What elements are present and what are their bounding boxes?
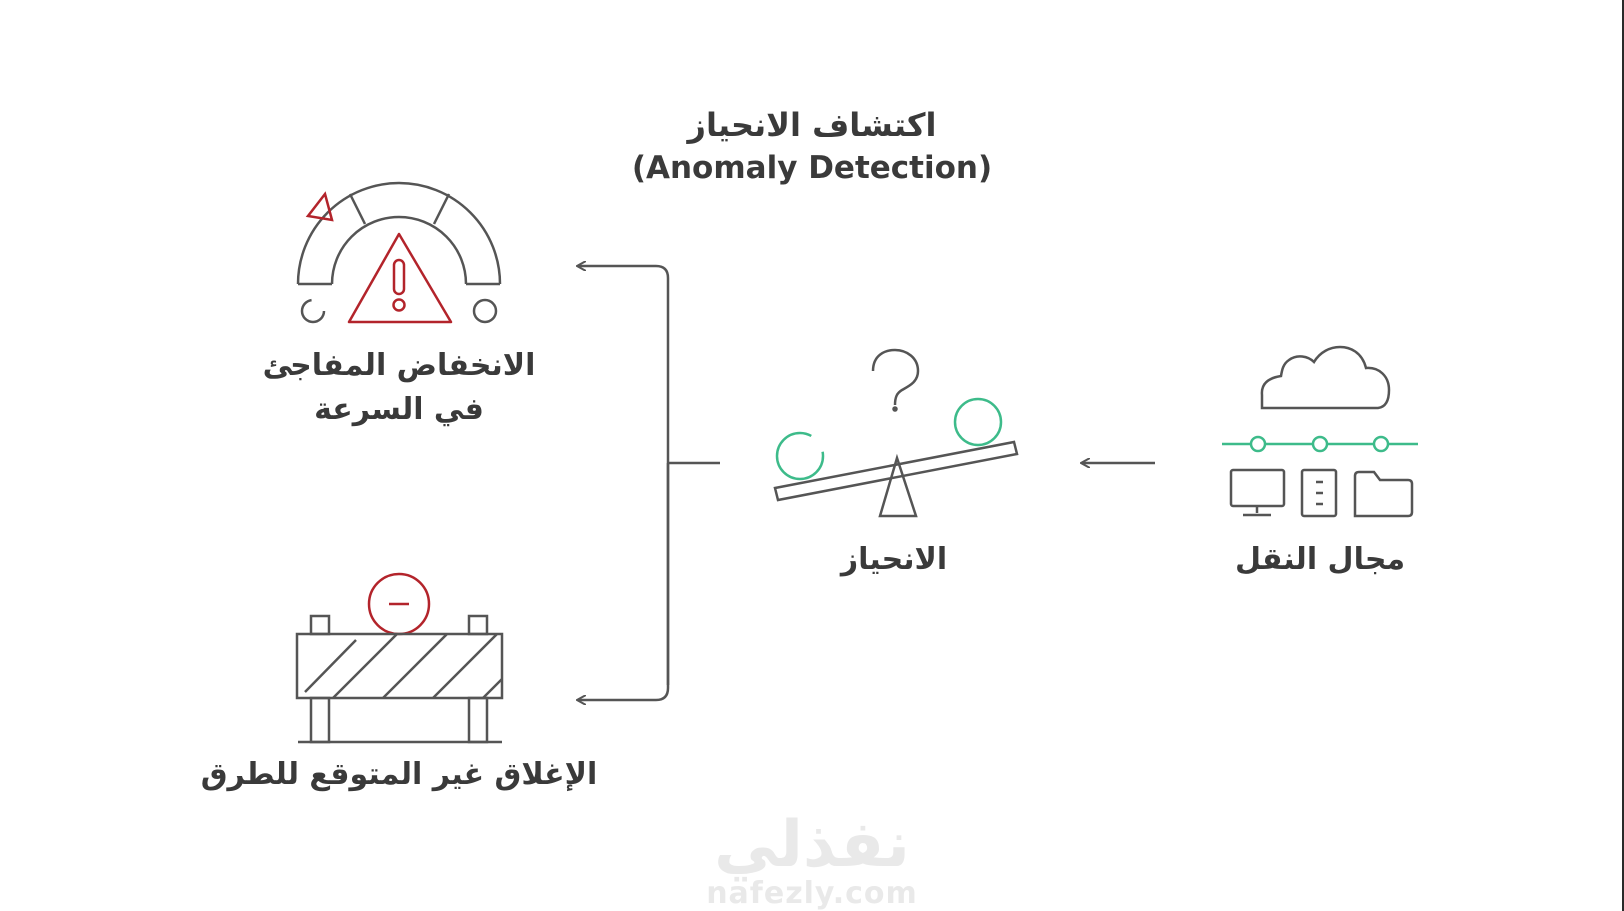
- document-icon: [1302, 470, 1336, 516]
- gauge-inner-arc: [332, 217, 466, 284]
- warning-exclamation: [394, 260, 404, 294]
- speed-drop-label-line1: الانخفاض المفاجئ: [262, 348, 536, 383]
- cloud-network-devices-icon: [1222, 347, 1418, 516]
- cloud-icon: [1262, 347, 1389, 408]
- arrow-to-road-closure: [578, 463, 668, 700]
- watermark-latin: nafezly.com: [706, 876, 918, 911]
- barrier-leg-left: [311, 698, 329, 742]
- branch-connector: [578, 266, 720, 700]
- monitor-icon: [1231, 470, 1284, 515]
- barrier-board: [297, 634, 502, 698]
- barrier-post-top-left: [311, 616, 329, 634]
- ball-left-icon: [777, 433, 823, 479]
- barrier-stripes: [305, 634, 502, 698]
- road-barrier-icon: [297, 574, 502, 742]
- ball-right-icon: [955, 399, 1001, 445]
- diagram-title-english: (Anomaly Detection): [631, 150, 993, 186]
- bias-label: الانحياز: [840, 542, 948, 577]
- question-dot: [894, 408, 897, 411]
- warning-dot: [394, 300, 405, 311]
- road-closure-label: الإغلاق غير المتوقع للطرق: [200, 757, 598, 792]
- speedometer-warning-icon: [298, 183, 500, 322]
- transport-label: مجال النقل: [1234, 542, 1406, 577]
- barrier-post-top-right: [469, 616, 487, 634]
- question-mark-icon: [873, 350, 918, 405]
- gauge-knob-right: [474, 300, 496, 322]
- gauge-tick-right: [434, 194, 449, 224]
- folder-icon: [1355, 472, 1412, 516]
- speed-drop-label-line2: في السرعة: [314, 392, 484, 427]
- gauge-pointer-icon: [308, 194, 332, 220]
- warning-triangle-icon: [349, 234, 451, 322]
- watermark-arabic: نفذلي: [714, 808, 910, 882]
- network-line-icon: [1222, 437, 1418, 451]
- gauge-knob-left: [302, 300, 324, 322]
- seesaw-question-icon: [775, 350, 1017, 516]
- arrow-to-speed-drop: [578, 266, 668, 685]
- diagram-title-arabic: اكتشاف الانحياز: [687, 106, 937, 144]
- barrier-leg-right: [469, 698, 487, 742]
- gauge-tick-left: [350, 194, 365, 224]
- seesaw-plank: [775, 442, 1017, 500]
